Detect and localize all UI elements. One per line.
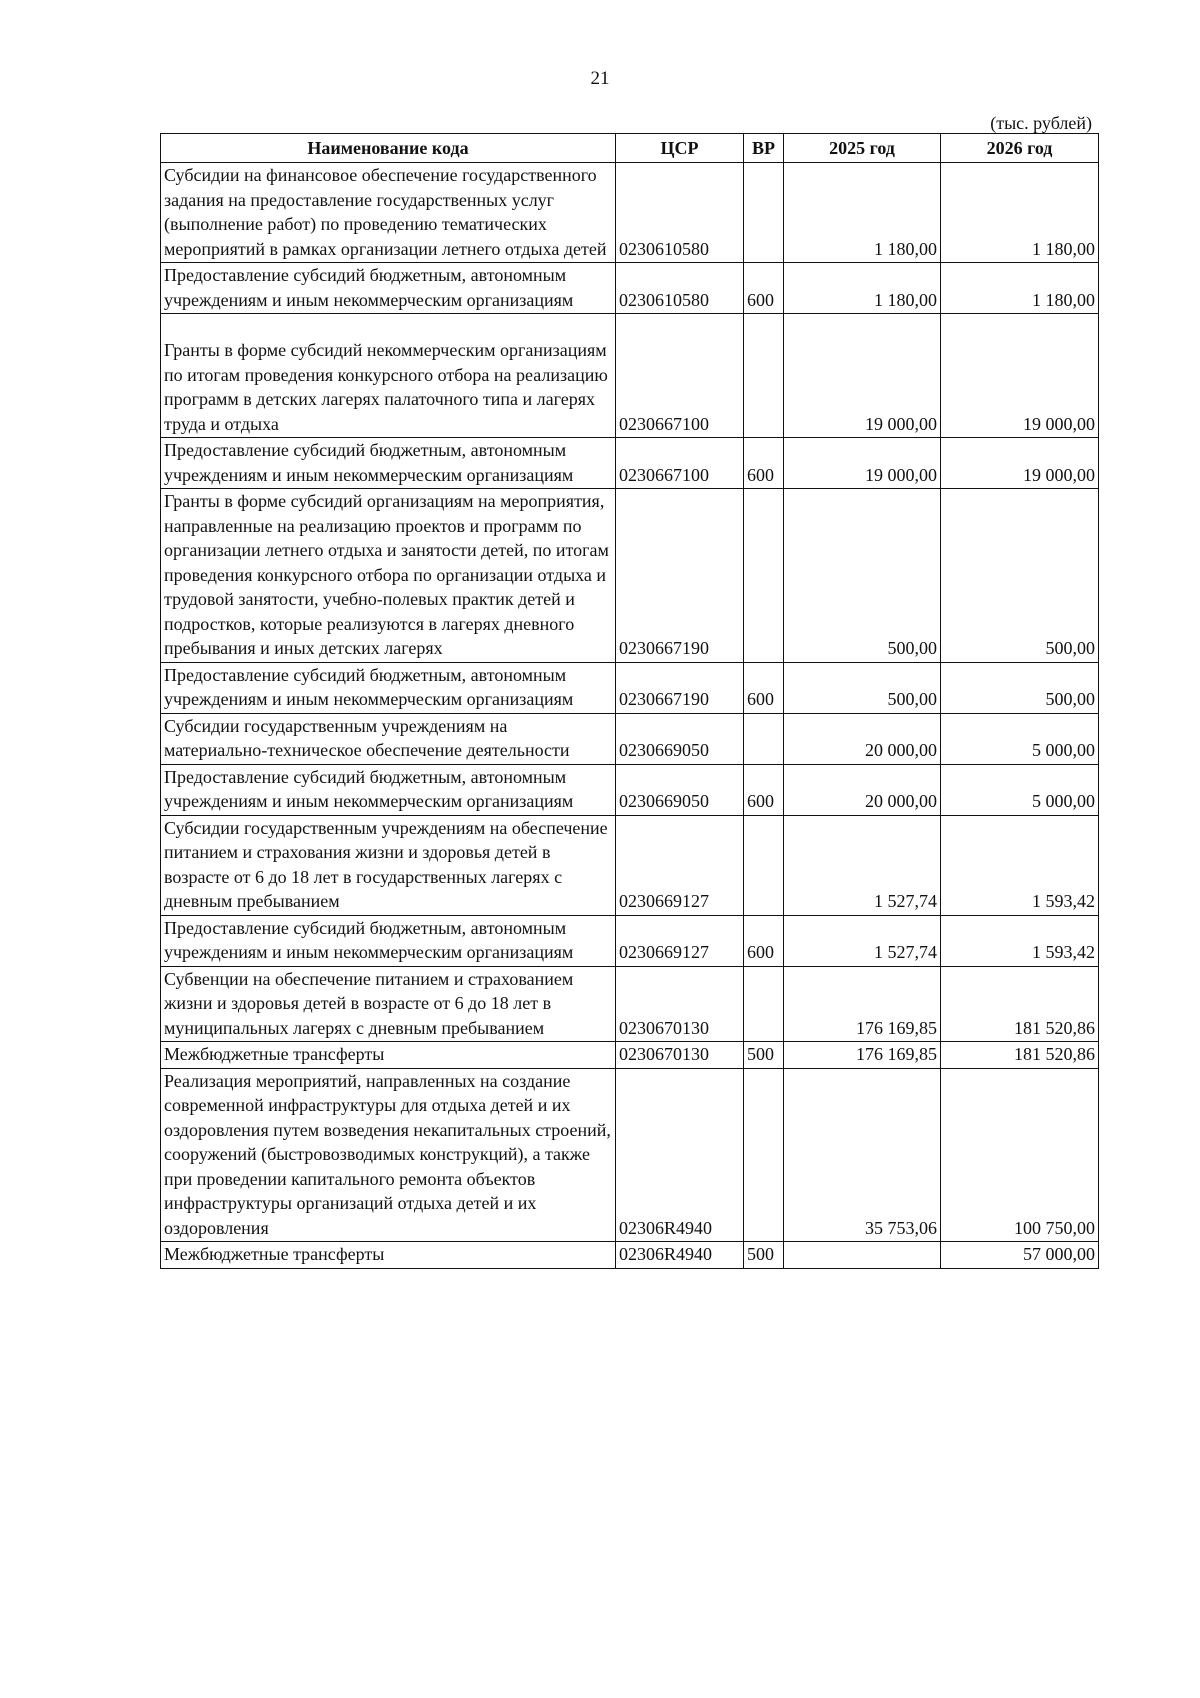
cell-name: Предоставление субсидий бюджетным, автономным учреждениям и иным некоммерческим организациям [161,662,616,713]
header-name: Наименование кода [161,134,616,163]
header-csr: ЦСР [616,134,744,163]
cell-name: Предоставление субсидий бюджетным, автономным учреждениям и иным некоммерческим организациям [161,263,616,314]
cell-csr: 0230667100 [616,314,744,438]
cell-csr: 0230667100 [616,438,744,489]
cell-2025: 20 000,00 [784,764,941,815]
cell-name: Межбюджетные трансферты [161,1042,616,1069]
cell-name: Субсидии на финансовое обеспечение государственного задания на предоставление государственных услуг (выполнение работ) по проведению тематических мероприятий в рамках организации летнего отдыха детей [161,163,616,263]
cell-name: Гранты в форме субсидий некоммерческим организациям по итогам проведения конкурсного отбора на реализацию программ в детских лагерях палаточного типа и лагерях труда и отдыха [161,314,616,438]
cell-2026: 1 593,42 [941,815,1099,915]
header-2025: 2025 год [784,134,941,163]
cell-2025: 1 527,74 [784,915,941,966]
cell-vr [744,163,784,263]
table-row [161,314,1099,438]
cell-2026: 100 750,00 [941,1068,1099,1242]
cell-vr [744,1068,784,1242]
cell-name: Предоставление субсидий бюджетным, автономным учреждениям и иным некоммерческим организациям [161,438,616,489]
table-row [161,815,1099,915]
cell-csr: 0230670130 [616,1042,744,1069]
table-row [161,764,1099,815]
cell-csr: 0230667190 [616,489,744,663]
cell-2026: 500,00 [941,662,1099,713]
cell-2025: 500,00 [784,489,941,663]
cell-csr: 0230670130 [616,966,744,1042]
cell-2025: 19 000,00 [784,438,941,489]
table-row [161,713,1099,764]
cell-vr: 600 [744,915,784,966]
cell-vr [744,815,784,915]
cell-name: Межбюджетные трансферты [161,1242,616,1269]
cell-vr [744,713,784,764]
table-row [161,438,1099,489]
cell-vr [744,489,784,663]
header-vr: ВР [744,134,784,163]
cell-name: Субсидии государственным учреждениям на материально-техническое обеспечение деятельности [161,713,616,764]
cell-name: Субвенции на обеспечение питанием и страхованием жизни и здоровья детей в возрасте от 6 до 18 лет в муниципальных лагерях с дневным пребыванием [161,966,616,1042]
cell-csr: 0230667190 [616,662,744,713]
cell-vr: 500 [744,1242,784,1269]
table-row [161,1042,1099,1069]
cell-2025: 176 169,85 [784,1042,941,1069]
cell-csr: 0230669127 [616,815,744,915]
cell-name: Предоставление субсидий бюджетным, автономным учреждениям и иным некоммерческим организациям [161,915,616,966]
cell-2026: 19 000,00 [941,438,1099,489]
cell-2026: 5 000,00 [941,764,1099,815]
cell-2025: 500,00 [784,662,941,713]
cell-2025: 176 169,85 [784,966,941,1042]
cell-vr: 600 [744,438,784,489]
cell-name: Гранты в форме субсидий организациям на мероприятия, направленные на реализацию проектов и программ по организации летнего отдыха и занятости детей, по итогам проведения конкурсного отбора по организации отдыха и трудовой занятости, учебно-полевых практик детей и подростков, которые реализуются в лагерях дневного пребывания и иных детских лагерях [161,489,616,663]
table-row [161,263,1099,314]
cell-2026: 181 520,86 [941,966,1099,1042]
cell-2026: 5 000,00 [941,713,1099,764]
cell-2025: 19 000,00 [784,314,941,438]
cell-name: Предоставление субсидий бюджетным, автономным учреждениям и иным некоммерческим организациям [161,764,616,815]
cell-vr: 500 [744,1042,784,1069]
cell-2026: 500,00 [941,489,1099,663]
budget-table [160,133,1099,1269]
cell-2025 [784,1242,941,1269]
page-number: 21 [590,68,610,89]
cell-2025: 1 180,00 [784,263,941,314]
cell-2025: 35 753,06 [784,1068,941,1242]
table-row [161,966,1099,1042]
cell-vr [744,966,784,1042]
cell-2026: 1 180,00 [941,263,1099,314]
table-row [161,662,1099,713]
cell-csr: 0230669050 [616,764,744,815]
cell-csr: 02306R4940 [616,1068,744,1242]
cell-csr: 0230669050 [616,713,744,764]
cell-name: Субсидии государственным учреждениям на обеспечение питанием и страхования жизни и здоровья детей в возрасте от 6 до 18 лет в государственных лагерях с дневным пребыванием [161,815,616,915]
cell-vr [744,314,784,438]
cell-2025: 1 527,74 [784,815,941,915]
cell-vr: 600 [744,263,784,314]
cell-2026: 181 520,86 [941,1042,1099,1069]
cell-csr: 0230610580 [616,263,744,314]
cell-csr: 0230669127 [616,915,744,966]
cell-2025: 1 180,00 [784,163,941,263]
cell-2026: 57 000,00 [941,1242,1099,1269]
cell-2026: 1 593,42 [941,915,1099,966]
cell-2026: 1 180,00 [941,163,1099,263]
header-2026: 2026 год [941,134,1099,163]
cell-csr: 02306R4940 [616,1242,744,1269]
units-label: (тыс. рублей) [990,113,1092,133]
cell-vr: 600 [744,662,784,713]
cell-csr: 0230610580 [616,163,744,263]
table-header-row [161,134,1099,163]
table-row [161,1242,1099,1269]
cell-vr: 600 [744,764,784,815]
cell-2025: 20 000,00 [784,713,941,764]
table-row [161,489,1099,663]
table-row [161,163,1099,263]
table-row [161,915,1099,966]
cell-2026: 19 000,00 [941,314,1099,438]
table-row [161,1068,1099,1242]
cell-name: Реализация мероприятий, направленных на создание современной инфраструктуры для отдыха детей и их оздоровления путем возведения некапитальных строений, сооружений (быстровозводимых конструкций), а также при проведении капитального ремонта объектов инфраструктуры организаций отдыха детей и их оздоровления [161,1068,616,1242]
